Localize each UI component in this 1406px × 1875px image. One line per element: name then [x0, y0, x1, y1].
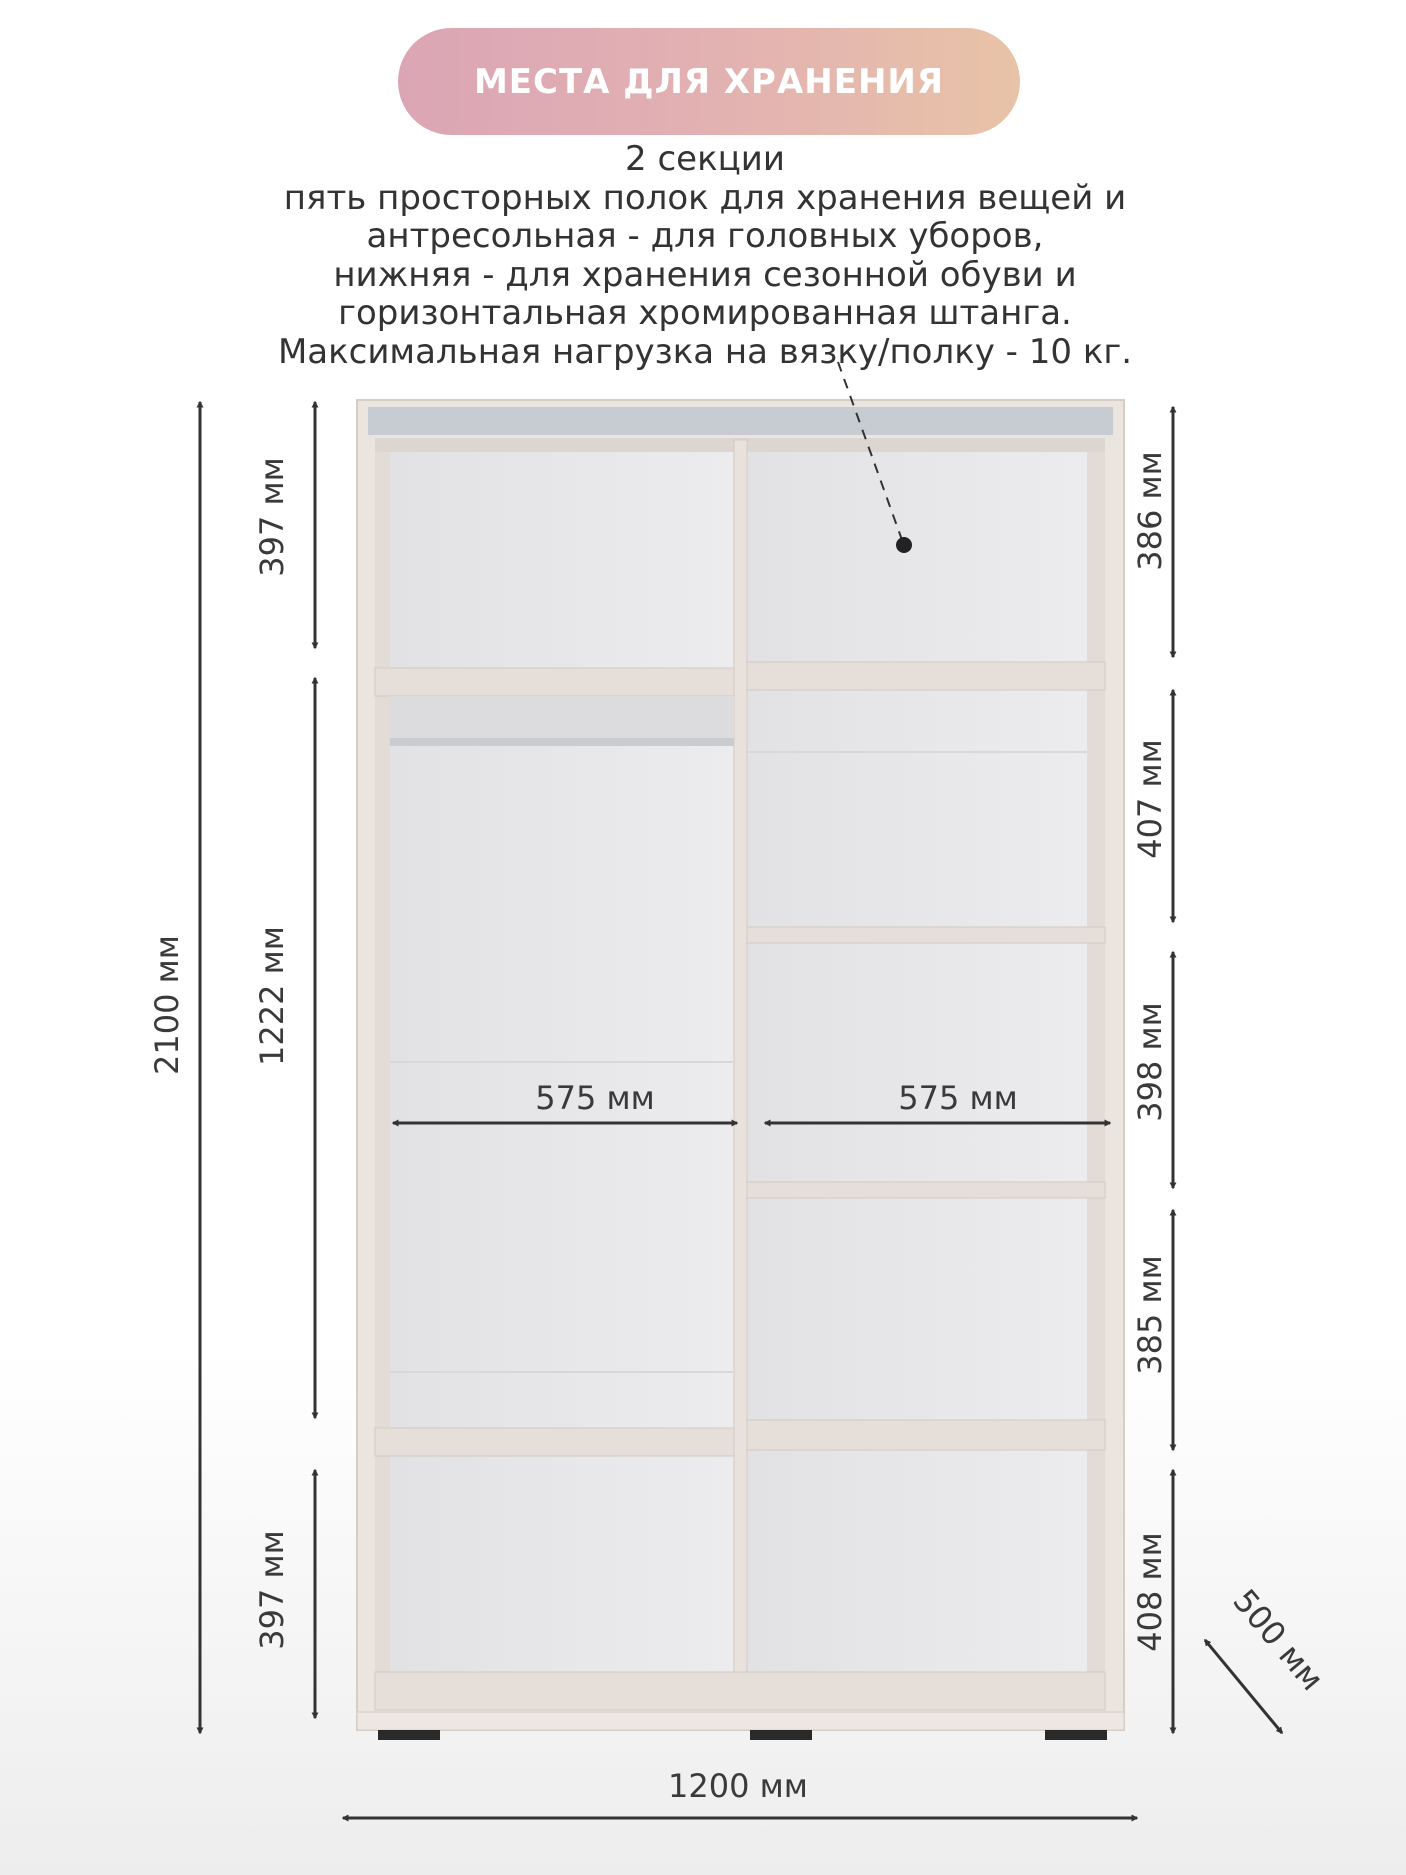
- foot: [1045, 1730, 1107, 1740]
- description-line: антресольная - для головных уборов,: [366, 216, 1044, 256]
- leader-dot: [896, 537, 912, 553]
- label-left-top: 397 мм: [253, 457, 291, 577]
- description-line: 2 секции: [625, 139, 785, 179]
- wardrobe: [357, 400, 1124, 1740]
- label-right-4: 385 мм: [1131, 1255, 1169, 1375]
- badge-label: МЕСТА ДЛЯ ХРАНЕНИЯ: [473, 61, 945, 102]
- label-left-middle: 1222 мм: [253, 926, 291, 1066]
- rod-bay: [390, 696, 734, 738]
- label-left-bottom: 397 мм: [253, 1530, 291, 1650]
- description-line: пять просторных полок для хранения вещей и: [283, 177, 1127, 218]
- back-panel-right: [747, 450, 1087, 1672]
- hanging-rod: [390, 738, 734, 746]
- right-side-inner: [1087, 440, 1105, 1680]
- label-total-width: 1200 мм: [668, 1767, 808, 1805]
- label-depth: 500 мм: [1225, 1581, 1332, 1698]
- right-shelf-1: [747, 662, 1105, 690]
- label-total-height: 2100 мм: [148, 935, 186, 1075]
- label-right-2: 407 мм: [1131, 739, 1169, 859]
- right-shelf-4: [747, 1420, 1105, 1450]
- left-shelf-bottom: [375, 1428, 734, 1456]
- description-line: горизонтальная хромированная штанга.: [338, 293, 1072, 333]
- top-panel: [368, 407, 1113, 435]
- right-shelf-3: [747, 1182, 1105, 1198]
- center-divider: [734, 440, 747, 1710]
- label-right-width: 575 мм: [898, 1079, 1018, 1117]
- label-left-width: 575 мм: [535, 1079, 655, 1117]
- description-line: нижняя - для хранения сезонной обуви и: [333, 254, 1077, 295]
- right-shelf-2: [747, 927, 1105, 943]
- left-side-inner: [375, 440, 390, 1680]
- plinth: [375, 1672, 1105, 1710]
- label-right-1: 386 мм: [1131, 451, 1169, 571]
- description-line: Максимальная нагрузка на вязку/полку - 10 кг.: [277, 331, 1133, 372]
- foot: [378, 1730, 440, 1740]
- label-right-5: 408 мм: [1131, 1532, 1169, 1652]
- label-right-3: 398 мм: [1131, 1002, 1169, 1122]
- foot: [750, 1730, 812, 1740]
- left-shelf-top: [375, 668, 734, 696]
